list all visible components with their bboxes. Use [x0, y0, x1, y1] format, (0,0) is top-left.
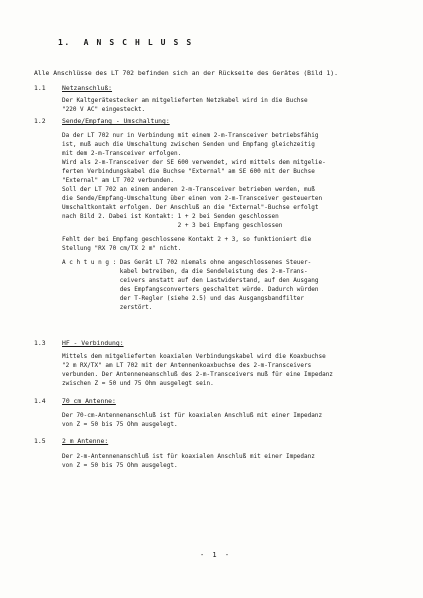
section-number: 1.3: [34, 339, 46, 347]
paragraph-line: zwischen Z = 50 und 75 Ohm ausgelegt sein.: [62, 380, 214, 387]
paragraph-line: 2 + 3 bei Empfang geschlossen: [62, 222, 283, 229]
paragraph-line: ceivers anstatt auf den Lastwiderstand, auf den Ausgang: [62, 277, 319, 284]
paragraph-line: mit dem 2-m-Transceiver erfolgen.: [62, 150, 182, 157]
section-heading: Sende/Empfang - Umschaltung:: [62, 117, 170, 125]
page-number: - 1 -: [200, 551, 232, 559]
paragraph-line: der T-Regler (siehe 2.5) und das Ausgangsbandfilter: [62, 295, 305, 302]
paragraph-line: Der Kaltgerätestecker am mitgelieferten Netzkabel wird in die Buchse: [62, 97, 308, 104]
paragraph-line: Der 2-m-Antennenanschluß ist für koaxialen Anschluß mit einer Impedanz: [62, 453, 315, 460]
paragraph-line: ist, muß auch die Umschaltung zwischen Senden und Empfang gleichzeitig: [62, 141, 315, 148]
paragraph-line: Wird als 2-m-Transceiver der SE 600 verwendet, wird mittels dem mitgelie-: [62, 159, 326, 166]
section-number: 1.4: [34, 397, 46, 405]
paragraph-line: von Z = 50 bis 75 Ohm ausgelegt.: [62, 462, 178, 469]
section-heading: 70 cm Antenne:: [62, 397, 116, 405]
paragraph-line: "2 m RX/TX" am LT 702 mit der Antennenkoaxbuchse des 2-m-Transceivers: [62, 362, 312, 369]
paragraph-line: zerstört.: [62, 304, 153, 311]
section-number: 1.2: [34, 117, 46, 125]
paragraph-line: Fehlt der bei Empfang geschlossene Kontakt 2 + 3, so funktioniert die: [62, 236, 312, 243]
section-heading: Netzanschluß:: [62, 84, 113, 92]
paragraph-line: Umschaltkontakt erfolgen. Der Anschluß an die "External"-Buchse erfolgt: [62, 204, 319, 211]
paragraph-line: von Z = 50 bis 75 Ohm ausgelegt.: [62, 421, 178, 428]
paragraph-line: Stellung "RX 70 cm/TX 2 m" nicht.: [62, 245, 182, 252]
paragraph-line: "220 V AC" eingesteckt.: [62, 106, 146, 113]
section-number: 1.1: [34, 84, 46, 92]
paragraph-line: Soll der LT 702 an einem anderen 2-m-Transceiver betrieben werden, muß: [62, 186, 315, 193]
paragraph-line: A c h t u n g : Das Gerät LT 702 niemals ohne angeschlossenes Steuer-: [62, 259, 312, 266]
paragraph-line: Da der LT 702 nur in Verbindung mit einem 2-m-Transceiver betriebsfähig: [62, 132, 319, 139]
paragraph-line: Der 70-cm-Antennenanschluß ist für koaxialen Anschluß mit einer Impedanz: [62, 412, 323, 419]
section-heading: 2 m Antenne:: [62, 437, 109, 445]
intro-text: Alle Anschlüsse des LT 702 befinden sich an der Rückseite des Gerätes (Bild 1).: [34, 69, 338, 77]
section-heading: HF - Verbindung:: [62, 339, 124, 347]
paragraph-line: des Empfangsconverters geschaltet würde. Dadurch würden: [62, 286, 319, 293]
paragraph-line: Mittels dem mitgelieferten koaxialen Verbindungskabel wird die Koaxbuchse: [62, 353, 326, 360]
paragraph-line: kabel betreiben, da die Sendeleistung des 2-m-Trans-: [62, 268, 308, 275]
page-title: 1. A N S C H L U S S: [58, 38, 193, 47]
paragraph-line: ferten Verbindungskabel die Buchse "External" am SE 600 mit der Buchse: [62, 168, 315, 175]
paragraph-line: "External" am LT 702 verbunden.: [62, 177, 174, 184]
paragraph-line: verbunden. Der Antenneneanschluß des 2-m-Transceivers muß für eine Impedanz: [62, 371, 333, 378]
section-number: 1.5: [34, 437, 46, 445]
paragraph-line: nach Bild 2. Dabei ist Kontakt: 1 + 2 bei Senden geschlossen: [62, 213, 279, 220]
paragraph-line: die Sende/Empfang-Umschaltung über einen vom 2-m-Transceiver gesteuerten: [62, 195, 323, 202]
